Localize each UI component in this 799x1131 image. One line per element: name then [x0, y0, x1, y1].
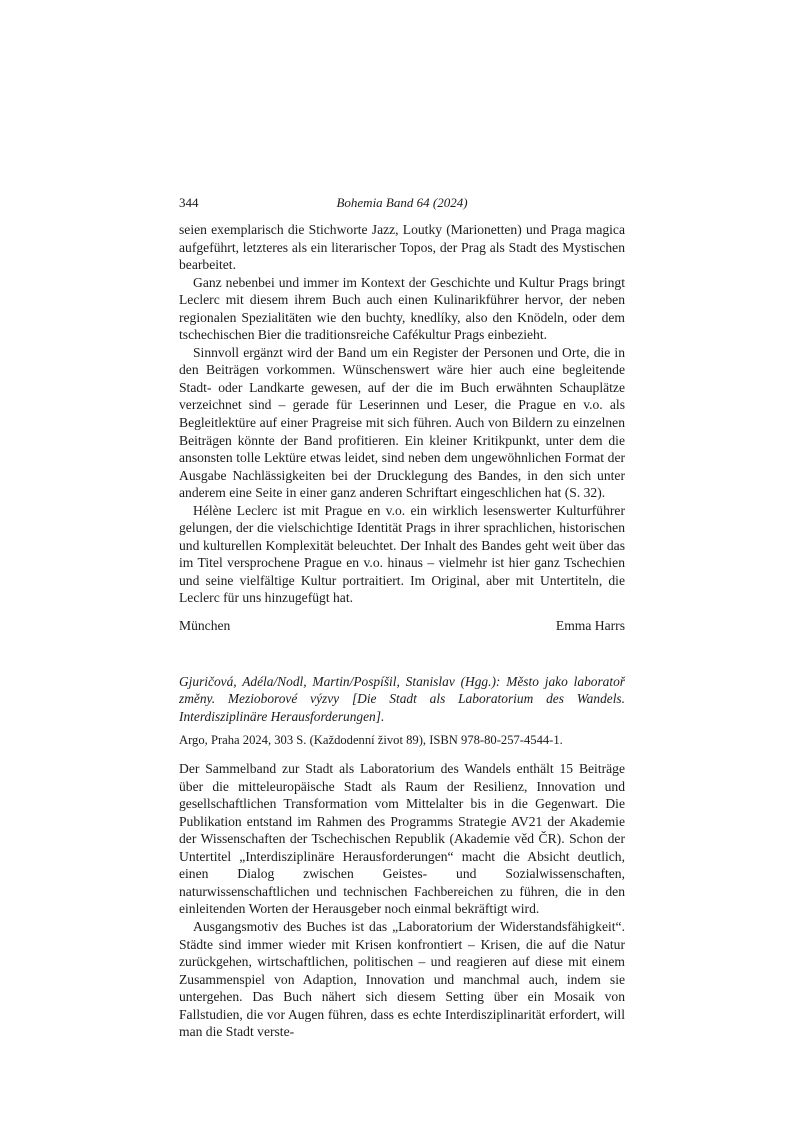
review-body	[179, 760, 625, 1041]
paragraph: Sinnvoll ergänzt wird der Band um ein Register der Personen und Orte, die in den Beiträgen vorkommen. Wünschenswert wäre hier auch eine begleitende Stadt- oder Landkarte gewesen, auf der die im Buch erwähnten Schauplätze verzeichnet sind – gerade für Leserinnen und Leser, die Prague en v.o. als Begleitlektüre auf einer Pragreise mit sich führen. Auch von Bildern zu einzelnen Beiträgen könnte der Band profitieren. Ein kleiner Kritikpunkt, unter dem die ansonsten tolle Lektüre etwas leidet, sind neben dem ungewöhnlichen Format der Ausgabe Nachlässigkeiten bei der Drucklegung des Bandes, in den sich unter anderem eine Seite in einer ganz anderen Schriftart eingeschlichen hat (S. 32).	[179, 344, 625, 501]
paragraph: Ausgangsmotiv des Buches ist das „Laboratorium der Widerstandsfähigkeit“. Städte sind immer wieder mit Krisen konfrontiert – Krisen, die auf die Natur zurückgehen, wirtschaftlichen, politischen – und reagieren auf diese mit einem Zusammenspiel von Adaption, Innovation und manchmal auch, indem sie untergehen. Das Buch nähert sich diesem Setting über ein Mosaik von Fallstudien, die vor Augen führen, dass es echte Interdisziplinarität erfordert, will man die Stadt verste-	[179, 919, 625, 1040]
paragraph: seien exemplarisch die Stichworte Jazz, Loutky (Marionetten) und Praga magica aufgeführt, letzteres als ein literarischer Topos, der Prag als Stadt des Mystischen bearbeitet.	[179, 222, 625, 273]
review-signature	[179, 617, 625, 635]
running-title: Bohemia Band 64 (2024)	[336, 195, 468, 210]
paragraph: Ganz nebenbei und immer im Kontext der Geschichte und Kultur Prags bringt Leclerc mit diesem ihrem Buch auch einen Kulinarikführer hervor, der neben regionalen Spezialitäten wie den buchty, knedlíky, also den Knödeln, oder dem tschechischen Bier die traditionsreiche Cafékultur Prags einbezieht.	[179, 274, 625, 343]
review-leclerc	[179, 221, 625, 635]
page-body	[179, 221, 625, 1041]
publication-info: Argo, Praha 2024, 303 S. (Každodenní život 89), ISBN 978-80-257-4544-1.	[179, 733, 563, 748]
paragraph: Hélène Leclerc ist mit Prague en v.o. ein wirklich lesenswerter Kulturführer gelungen, der die vielschichtige Identität Prags in ihrer sprachlichen, historischen und kulturellen Komplexität beleuchtet. Der Inhalt des Bandes geht weit über das im Titel versprochene Prague en v.o. hinaus – vielmehr ist hier ganz Tschechien und seine vielfältige Kultur portraitiert. Im Original, aber mit Untertiteln, die Leclerc für uns hinzugefügt hat.	[179, 502, 625, 606]
reviewer-place: München	[179, 618, 231, 634]
reviewer-name: Emma Harrs	[555, 618, 625, 634]
paragraph: Der Sammelband zur Stadt als Laboratorium des Wandels enthält 15 Beiträge über die mitteleuropäische Stadt als Raum der Resilienz, Innovation und gesellschaftlichen Transformation vom Mittelalter bis in die Gegenwart. Die Publikation entstand im Rahmen des Programms Strategie AV21 der Akademie der Wissenschaften der Tschechischen Republik (Akademie věd ČR). Schon der Untertitel „Interdisziplinäre Herausforderungen“ macht die Absicht deutlich, einen Dialog zwischen Geistes- und Sozialwissenschaften, naturwissenschaftlichen und technischen Fachbereichen zu führen, die in den einleitenden Worten der Herausgeber noch einmal bekräftigt wird.	[179, 761, 625, 917]
review-title: Gjuričová, Adéla/Nodl, Martin/Pospíšil, Stanislav (Hgg.): Město jako laboratoř změny. Mezioborové výzvy [Die Stadt als Laboratorium des Wandels. Interdisziplinäre Herausforderungen].	[179, 673, 625, 724]
review-gjuricova	[179, 673, 625, 1041]
page-number: 344	[179, 195, 199, 210]
